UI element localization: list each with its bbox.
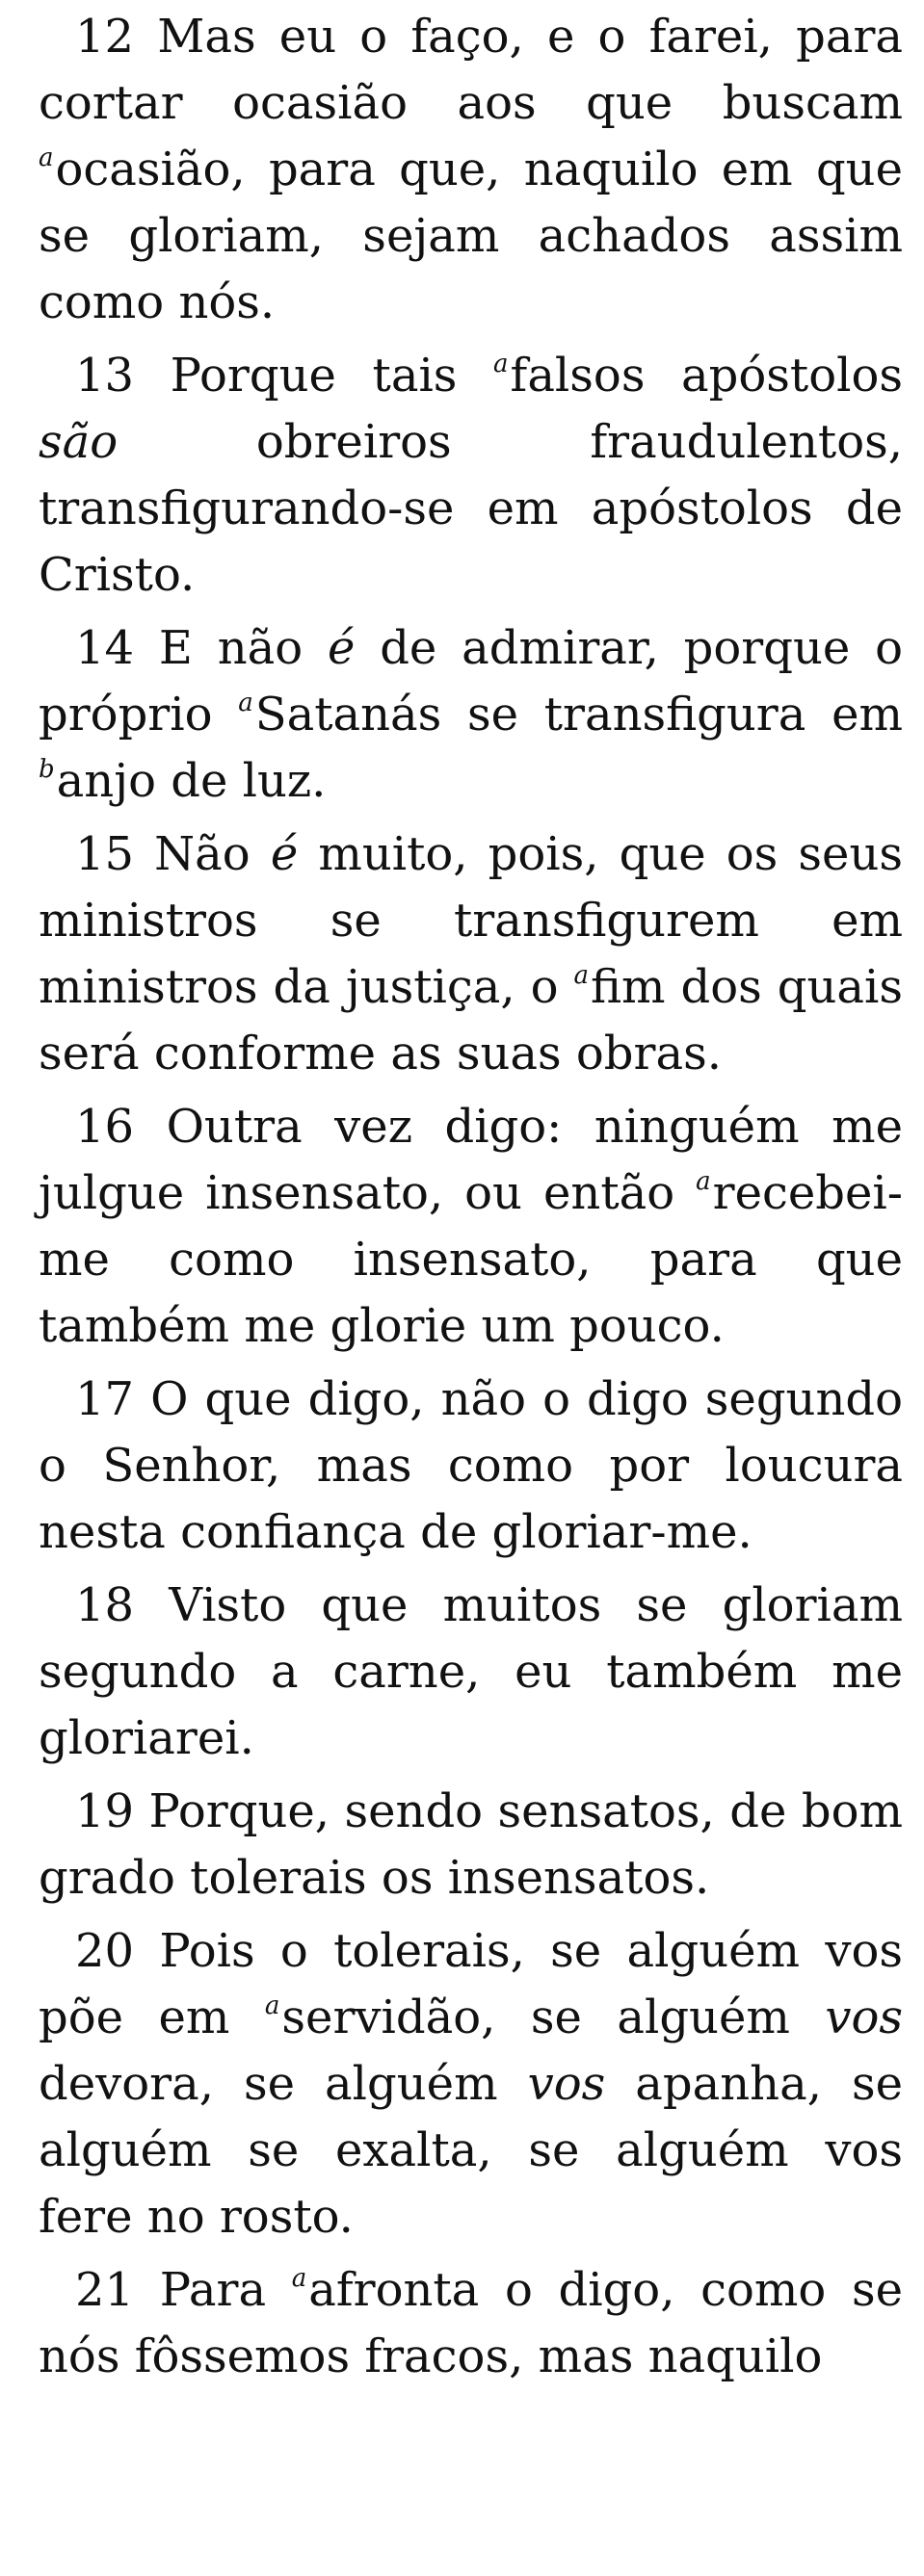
italic-word: vos: [527, 2057, 606, 2111]
footnote-marker-a[interactable]: a: [291, 2264, 307, 2293]
italic-word: são: [39, 415, 119, 469]
verse-20: 20 Pois o tolerais, se alguém vos põe em $^a$servidão, se alguém vos devora, se alguém vos apanha, se alguém se exalta, se alguém vos fere no rosto.: [39, 1924, 904, 2244]
footnote-marker-a[interactable]: a: [573, 961, 590, 990]
italic-word: é: [270, 827, 299, 881]
verse-17: 17 O que digo, não o digo segundo o Senhor, mas como por loucura nesta confiança de gloriar-me.: [39, 1372, 903, 1559]
footnote-marker-a[interactable]: a: [493, 350, 509, 378]
verse-12: 12 Mas eu o faço, e o farei, para cortar ocasião aos que buscam $^a$ocasião, para que, naquilo em que se gloriam, sejam achados assim como nós.: [39, 10, 903, 329]
verse-21: 21 Para $^a$afronta o digo, como se nós fôssemos fracos, mas naquilo: [39, 2263, 903, 2383]
verse-13: 13 Porque tais $^a$falsos apóstolos são obreiros fraudulentos, transfigurando-se em apóstolos de Cristo.: [39, 349, 903, 602]
verse-16: 16 Outra vez digo: ninguém me julgue insensato, ou então $^a$recebei-me como insensato, para que também me glorie um pouco.: [39, 1100, 903, 1353]
footnote-marker-b[interactable]: b: [39, 755, 55, 784]
verse-15: 15 Não é muito, pois, que os seus ministros se transfigurem em ministros da justiça, o $^a$fim dos quais será conforme as suas obras.: [39, 827, 904, 1080]
italic-word: é: [327, 621, 356, 675]
italic-word: vos: [825, 1991, 904, 2044]
footnote-marker-a[interactable]: a: [264, 1991, 280, 2020]
footnote-marker-a[interactable]: a: [39, 143, 54, 172]
verse-19: 19 Porque, sendo sensatos, de bom grado tolerais os insensatos.: [39, 1784, 903, 1905]
footnote-marker-a[interactable]: a: [238, 689, 253, 717]
verse-18: 18 Visto que muitos se gloriam segundo a carne, eu também me gloriarei.: [39, 1578, 903, 1765]
verse-14: 14 E não é de admirar, porque o próprio $^a$Satanás se transfigura em $^b$anjo de luz.: [39, 621, 903, 808]
footnote-marker-a[interactable]: a: [696, 1167, 711, 1196]
